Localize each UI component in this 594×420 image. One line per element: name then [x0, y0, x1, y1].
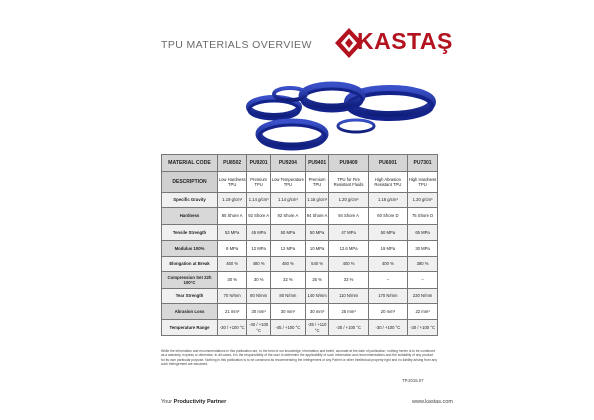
table-cell: -35 / +110 °C	[305, 320, 329, 336]
column-header: PU8502	[218, 155, 247, 172]
table-cell: 65 MPa	[408, 225, 438, 241]
document-reference: TP.2015.07	[402, 378, 424, 383]
table-cell: 45 MPa	[247, 225, 271, 241]
row-label: Tensile Strength	[162, 225, 218, 241]
column-header: PU9401	[305, 155, 329, 172]
row-label: Elongation at Break	[162, 257, 218, 272]
table-cell: 47 MPa	[329, 225, 368, 241]
table-cell: 30 MPa	[408, 241, 438, 257]
table-row	[162, 193, 438, 208]
table-cell: 1.14 g/cm³	[270, 193, 305, 208]
table-cell: 30 mm³	[270, 304, 305, 320]
table-cell: 50 MPa	[305, 225, 329, 241]
website-link[interactable]: www.kastas.com	[412, 399, 453, 405]
table-cell: 220 N/mm	[408, 289, 438, 304]
table-cell: 30 %	[218, 272, 247, 289]
table-cell: 19 MPa	[368, 241, 407, 257]
table-cell: High Hardness TPU	[408, 172, 438, 193]
slogan-bold: Productivity Partner	[173, 399, 227, 405]
table-cell: 400 %	[368, 257, 407, 272]
table-cell: -30 / +100 °C	[368, 320, 407, 336]
footer	[0, 398, 594, 410]
table-cell: 53 MPa	[218, 225, 247, 241]
table-cell: High Abrasion Resistant TPU	[368, 172, 407, 193]
table-cell: 60 Shore D	[368, 208, 407, 225]
table-cell: 92 Shore A	[270, 208, 305, 225]
table-cell: 12 MPa	[247, 241, 271, 257]
table-cell: 400 %	[329, 257, 368, 272]
table-cell: 22 mm³	[408, 304, 438, 320]
seal-rings-image	[230, 74, 450, 154]
material-code-header: MATERIAL CODE	[162, 155, 218, 172]
table-body	[162, 172, 438, 336]
table-cell: 85 Shore A	[218, 208, 247, 225]
table-cell: 1.20 g/cm³	[408, 193, 438, 208]
table-cell: 8 MPa	[218, 241, 247, 257]
table-cell: TPU for Fire Resistant Fluids	[329, 172, 368, 193]
slogan-prefix: Your	[161, 399, 174, 405]
table-cell: 12.6 MPa	[329, 241, 368, 257]
table-cell: 540 %	[305, 257, 329, 272]
table-row	[162, 289, 438, 304]
table-cell: -45 / +100 °C	[270, 320, 305, 336]
page-title: TPU MATERIALS OVERVIEW	[161, 39, 312, 51]
table-cell: 75 Shore D	[408, 208, 438, 225]
table-cell: 25 mm³	[329, 304, 368, 320]
table-cell: 1.14 g/cm³	[247, 193, 271, 208]
footer-slogan	[161, 399, 226, 405]
column-header: PU9201	[247, 155, 271, 172]
table-cell: 1.18 g/cm³	[368, 193, 407, 208]
row-label: Tear Strength	[162, 289, 218, 304]
table-cell: –	[368, 272, 407, 289]
disclaimer-text: While the information and recommendations in this publication are, to the best of our knowledge, information and belief, accurate at the date of publication, nothing herein is to be construed as a warranty, express or otherwise. In all cases, it is the responsibility of the user to determine the applicability of such information and recommendations and the suitability of any product for its own particular purpose. Nothing in this publication is to be construed as recommending the infringement of any Patent or other intellectual property right and no liability arising from any such infringement are assumed.	[161, 349, 437, 367]
table-cell: Low Hardness TPU	[218, 172, 247, 193]
table-cell: –	[408, 272, 438, 289]
table-row	[162, 257, 438, 272]
table-cell: 140 N/mm	[305, 289, 329, 304]
table-cell: 20 mm³	[368, 304, 407, 320]
table-cell: 10 MPa	[305, 241, 329, 257]
table-row	[162, 320, 438, 336]
table-row	[162, 272, 438, 289]
table-cell: 480 %	[247, 257, 271, 272]
row-label: Abrasion Loss	[162, 304, 218, 320]
table-cell: 32 %	[270, 272, 305, 289]
table-cell: 80 N/mm	[270, 289, 305, 304]
table-cell: 50 MPa	[368, 225, 407, 241]
table-cell: 94 Shore A	[329, 208, 368, 225]
brand-name: KASTAŞ	[357, 28, 453, 54]
table-cell: -30 / +100 °C	[329, 320, 368, 336]
row-label: Specific Gravity	[162, 193, 218, 208]
table-cell: 94 Shore A	[305, 208, 329, 225]
row-label: DESCRIPTION	[162, 172, 218, 193]
column-header: PU6001	[368, 155, 407, 172]
table-cell: 33 %	[329, 272, 368, 289]
table-header-row	[162, 155, 438, 172]
table-cell: 1.19 g/cm³	[218, 193, 247, 208]
table-cell: 450 %	[270, 257, 305, 272]
table-cell: -30 / +100 °C	[218, 320, 247, 336]
table-row	[162, 241, 438, 257]
table-cell: 30 mm³	[305, 304, 329, 320]
table-cell: 170 N/mm	[368, 289, 407, 304]
table-cell: 1.16 g/cm³	[305, 193, 329, 208]
table-cell: Low Temperature TPU	[270, 172, 305, 193]
table-cell: 12 MPa	[270, 241, 305, 257]
table-row	[162, 172, 438, 193]
materials-table	[161, 154, 438, 336]
table-cell: 380 %	[408, 257, 438, 272]
table-cell: 30 mm³	[247, 304, 271, 320]
table-cell: 110 N/mm	[329, 289, 368, 304]
row-label: Modulus 100%	[162, 241, 218, 257]
table-cell: 80 N/mm	[247, 289, 271, 304]
table-cell: 50 MPa	[270, 225, 305, 241]
table-cell: 25 %	[305, 272, 329, 289]
table-row	[162, 208, 438, 225]
column-header: PU7301	[408, 155, 438, 172]
row-label: Temperature Range	[162, 320, 218, 336]
table-cell: 450 %	[218, 257, 247, 272]
column-header: PU9204	[270, 155, 305, 172]
table-cell: 92 Shore A	[247, 208, 271, 225]
table-cell: 70 N/mm	[218, 289, 247, 304]
table-cell: -40 / +100 °C	[247, 320, 271, 336]
table-cell: 21 mm³	[218, 304, 247, 320]
table-cell: Premium TPU	[305, 172, 329, 193]
row-label: Hardness	[162, 208, 218, 225]
table-cell: 30 %	[247, 272, 271, 289]
table-row	[162, 304, 438, 320]
table-cell: Premium TPU	[247, 172, 271, 193]
column-header: PU9409	[329, 155, 368, 172]
table-cell: -30 / +100 °C	[408, 320, 438, 336]
table-cell: 1.20 g/cm³	[329, 193, 368, 208]
row-label: Compression Set 22h 100°C	[162, 272, 218, 289]
table-row	[162, 225, 438, 241]
